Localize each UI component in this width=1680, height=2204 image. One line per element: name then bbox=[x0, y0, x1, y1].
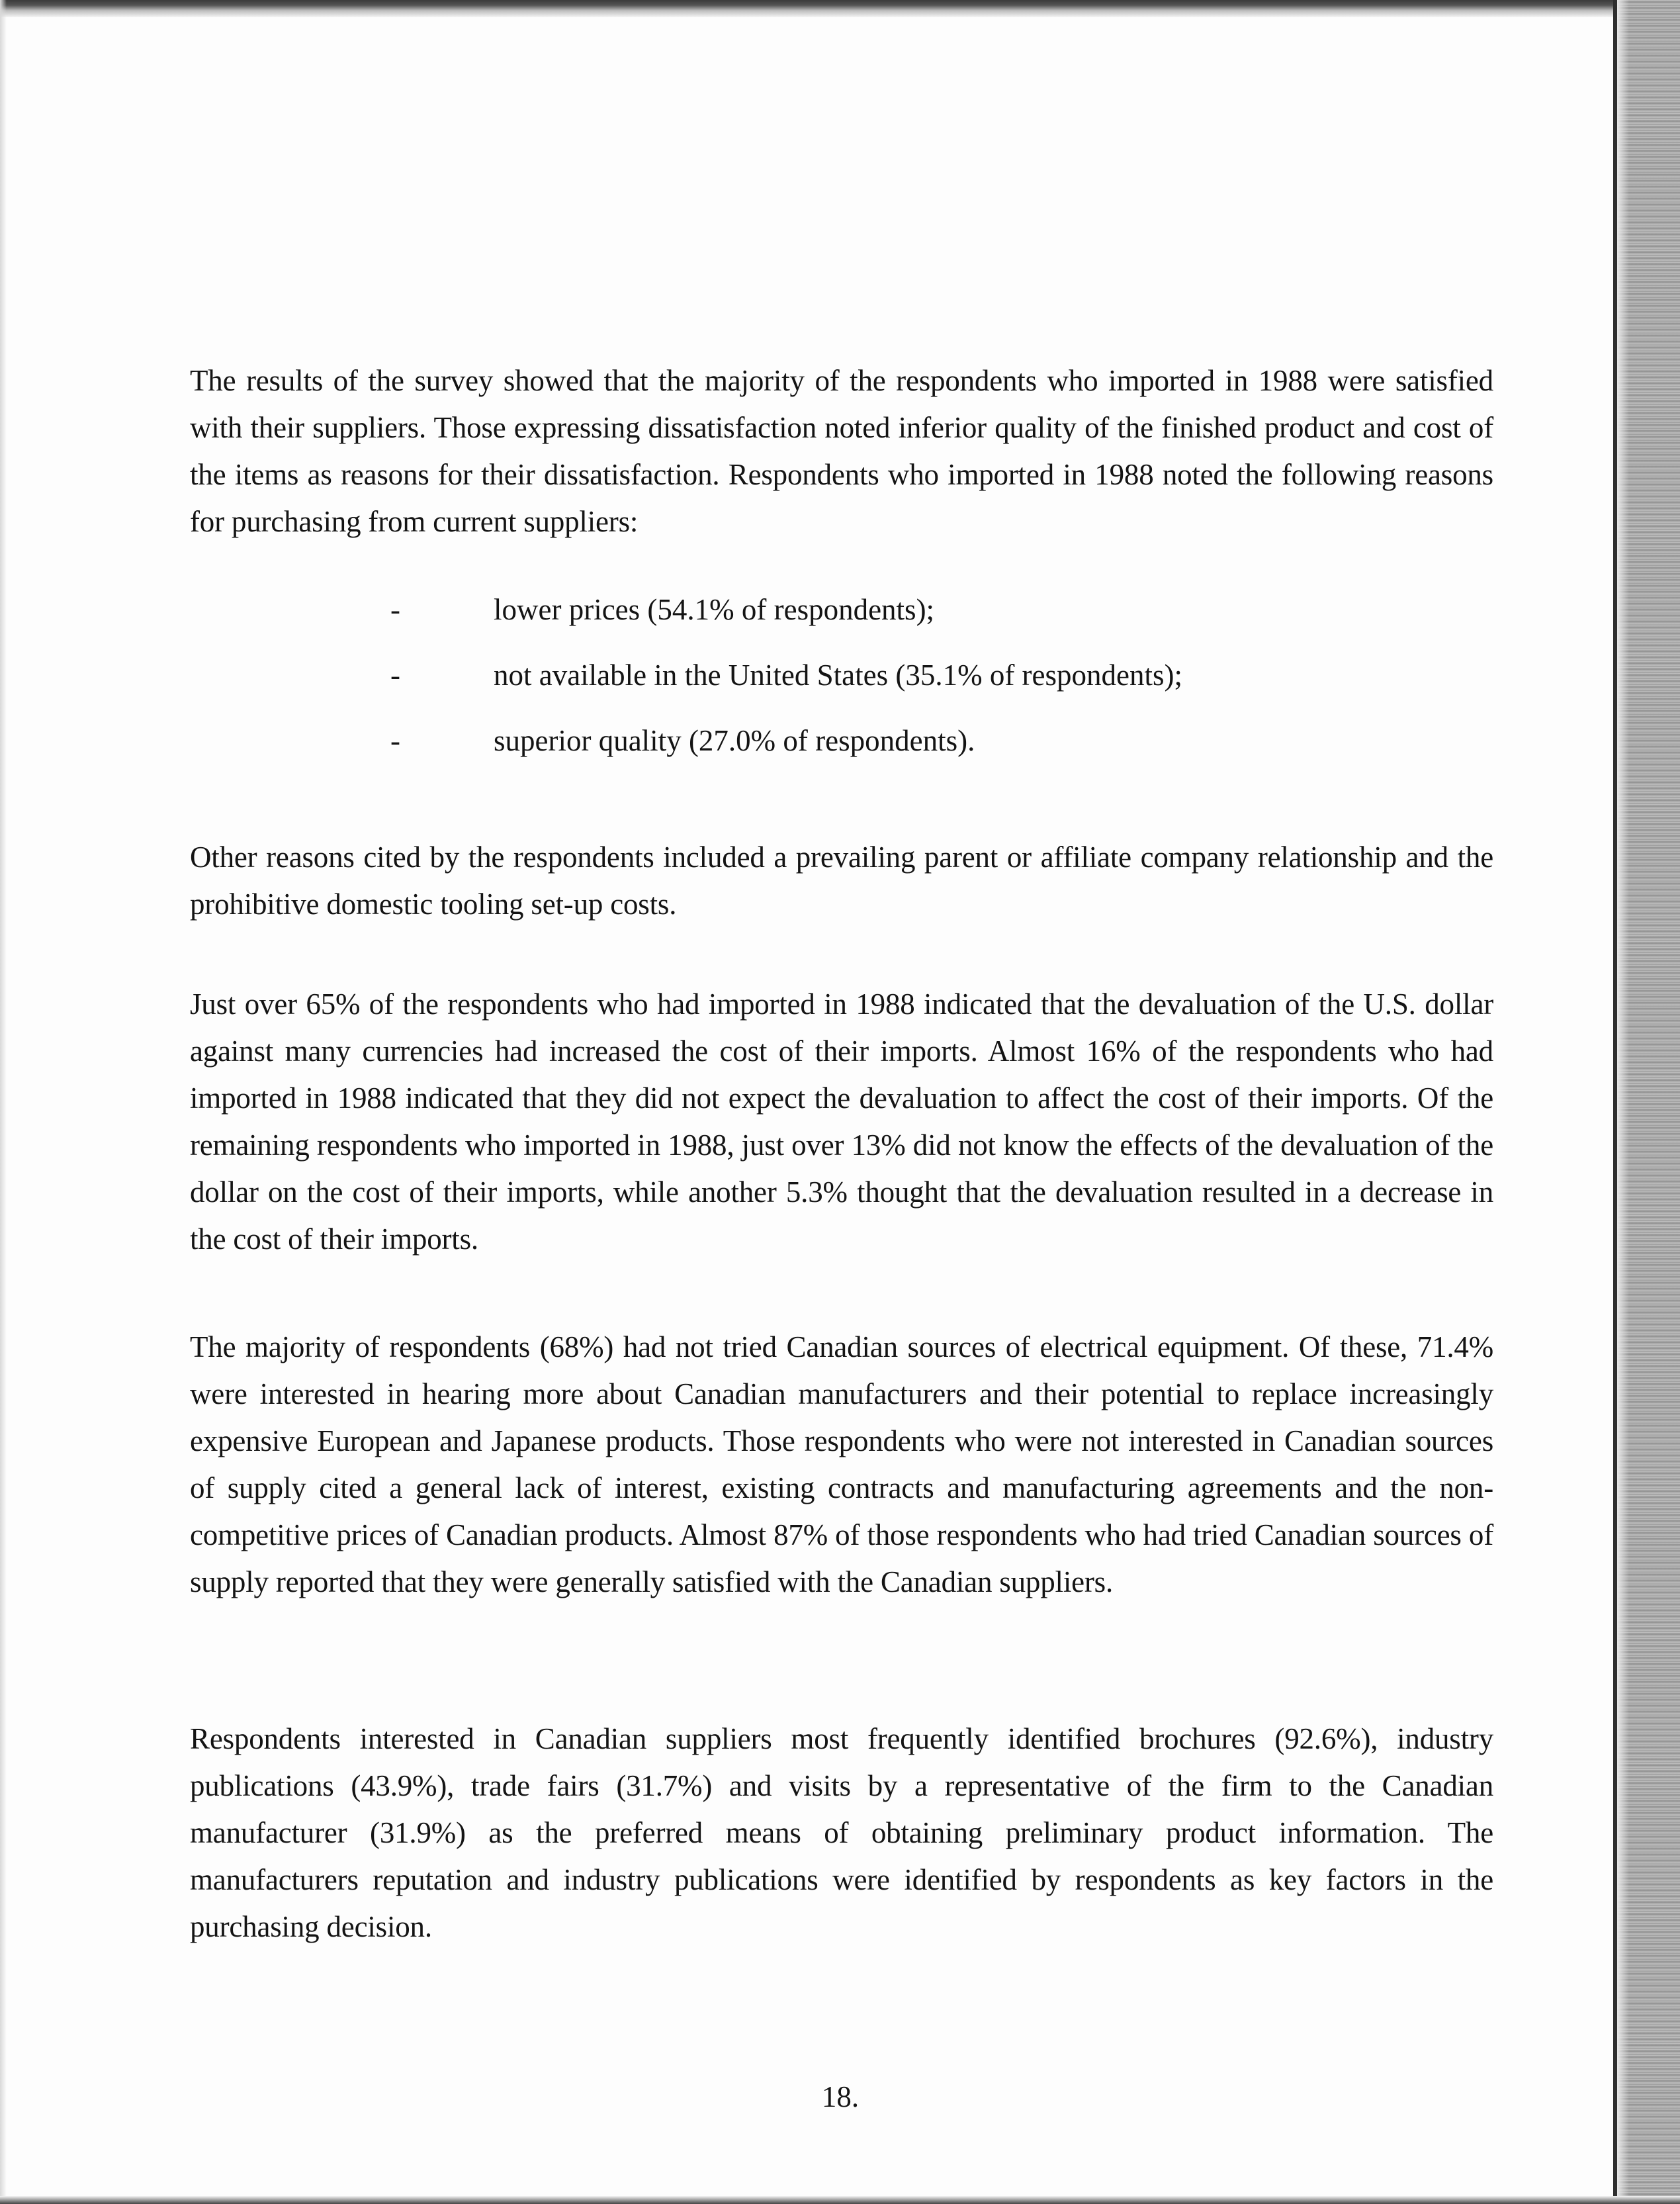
reasons-list bbox=[390, 586, 1383, 783]
paragraph-devaluation: Just over 65% of the respondents who had imported in 1988 indicated that the devaluation of the U.S. dollar against many currencies had increased the cost of their imports. Almost 16% of the respondents who had imported in 1988 indicated that they did not expect the devaluation to affect the cost of their imports. Of the remaining respondents who imported in 1988, just over 13% did not know the effects of the devaluation of the dollar on the cost of their imports, while another 5.3% thought that the devaluation resulted in a decrease in the cost of their imports. bbox=[190, 987, 1493, 1256]
scan-right-edge bbox=[1613, 0, 1680, 2204]
paragraph-other-reasons: Other reasons cited by the respondents included a prevailing parent or affiliate company relationship and the prohibitive domestic tooling set-up costs. bbox=[190, 841, 1493, 921]
list-item bbox=[390, 652, 1383, 717]
list-item-text: superior quality (27.0% of respondents). bbox=[494, 724, 975, 757]
bullet-dash: - bbox=[390, 659, 400, 692]
list-item bbox=[390, 586, 1383, 652]
bullet-dash: - bbox=[390, 724, 400, 757]
scan-left-edge bbox=[0, 0, 7, 2204]
scan-bottom-edge bbox=[0, 2196, 1680, 2204]
scan-top-edge bbox=[0, 0, 1680, 17]
list-item-text: lower prices (54.1% of respondents); bbox=[494, 593, 935, 626]
paragraph-canadian-sources: The majority of respondents (68%) had not tried Canadian sources of electrical equipment. Of these, 71.4% were interested in hearing more about Canadian manufacturers and their potential to replace increasingly expensive European and Japanese products. Those respondents who were not interested in Canadian sources of supply cited a general lack of interest, existing contracts and manufacturing agreements and the non-competitive prices of Canadian products. Almost 87% of those respondents who had tried Canadian sources of supply reported that they were generally satisfied with the Canadian suppliers. bbox=[190, 1330, 1493, 1598]
page-number: 18. bbox=[821, 2080, 860, 2113]
paragraph-survey-results: The results of the survey showed that the majority of the respondents who imported in 1988 were satisfied with their suppliers. Those expressing dissatisfaction noted inferior quality of the finished product and cost of the items as reasons for their dissatisfaction. Respondents who imported in 1988 noted the following reasons for purchasing from current suppliers: bbox=[190, 364, 1493, 538]
list-item-text: not available in the United States (35.1% of respondents); bbox=[494, 659, 1182, 692]
list-item bbox=[390, 717, 1383, 783]
bullet-dash: - bbox=[390, 593, 400, 626]
paragraph-preferred-means: Respondents interested in Canadian suppliers most frequently identified brochures (92.6%), industry publications (43.9%), trade fairs (31.7%) and visits by a representative of the firm to the Canadian manufacturer (31.9%) as the preferred means of obtaining preliminary product information. The manufacturers reputation and industry publications were identified by respondents as key factors in the purchasing decision. bbox=[190, 1722, 1493, 1943]
